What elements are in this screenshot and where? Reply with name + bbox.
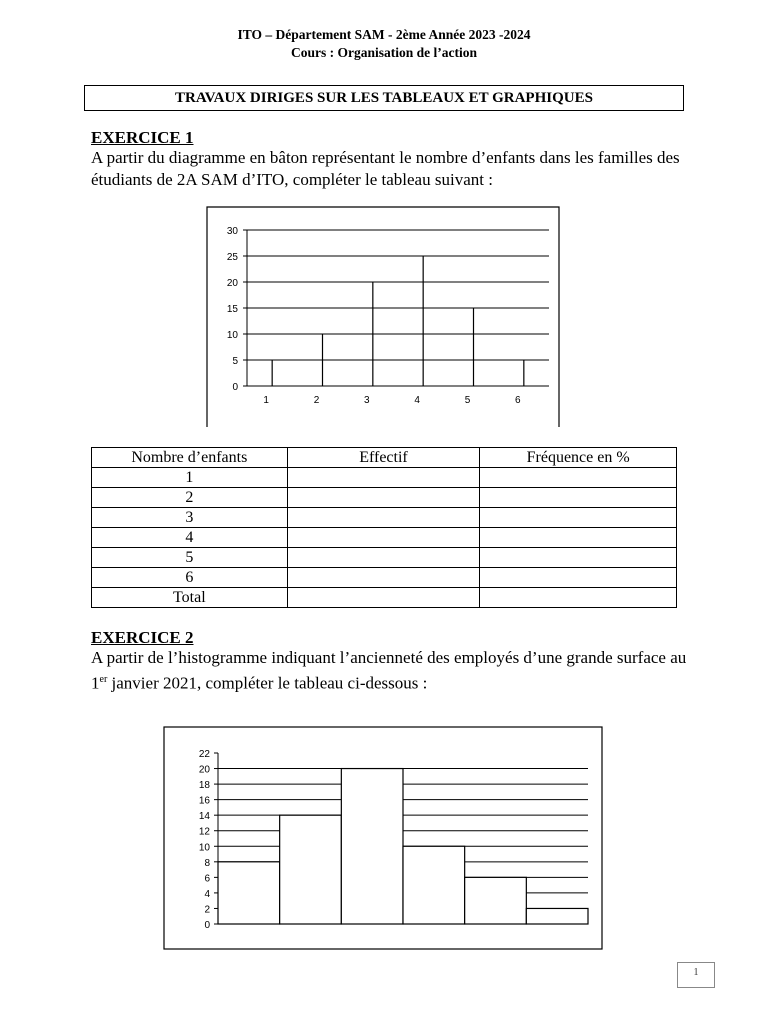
x-tick-label: 5 (464, 395, 471, 406)
y-tick-label: 25 (226, 252, 238, 263)
table-header: Nombre d’enfants (92, 448, 288, 468)
empty-cell (480, 588, 677, 608)
exercise2-text-sup: er (99, 674, 108, 685)
histogram-bar (465, 877, 527, 924)
y-tick-label: 20 (198, 764, 210, 776)
histogram-bar (280, 815, 342, 924)
y-tick-label: 2 (204, 904, 210, 916)
empty-cell (287, 488, 480, 508)
table-header-row (92, 448, 677, 468)
y-tick-label: 14 (198, 811, 210, 823)
table-row (92, 548, 677, 568)
chart1-y-ticks (227, 226, 239, 393)
x-tick-label: 4 (414, 395, 420, 406)
y-tick-label: 12 (198, 826, 210, 838)
empty-cell (287, 568, 480, 588)
y-tick-label: 6 (204, 873, 210, 885)
table-row (92, 508, 677, 528)
histogram-bar (403, 846, 465, 924)
y-tick-label: 10 (226, 330, 238, 341)
table-row (92, 588, 677, 608)
x-tick-label: 2 (313, 395, 320, 406)
y-tick-label: 8 (204, 857, 210, 869)
x-tick-label: 6 (515, 395, 521, 406)
table-row (92, 528, 677, 548)
exercise2-text-part1: A partir de l’histogramme indiquant l’ancienneté des employés d’une grande surface au 1 (91, 648, 687, 693)
empty-cell (287, 588, 480, 608)
chart1 (205, 205, 561, 427)
table-cell: 6 (92, 568, 288, 588)
exercise1-table (91, 447, 677, 608)
chart1-gridlines (247, 230, 549, 360)
exercise1-text: A partir du diagramme en bâton représentant le nombre d’enfants dans les familles des étudiants de 2A SAM d’ITO, compléter le tableau suivant : (91, 148, 680, 189)
histogram-bar (341, 769, 403, 924)
chart1-frame (207, 207, 559, 427)
exercise2-text (91, 647, 691, 695)
y-tick-label: 15 (226, 304, 238, 315)
table-cell: 3 (92, 508, 288, 528)
chart1-x-ticks (263, 395, 521, 406)
table-cell: 1 (92, 468, 288, 488)
empty-cell (480, 548, 677, 568)
y-tick-label: 4 (204, 888, 210, 900)
y-tick-label: 16 (198, 795, 210, 807)
empty-cell (287, 548, 480, 568)
exercise1-title: EXERCICE 1 (91, 128, 194, 147)
chart2-y-ticks (199, 749, 211, 931)
table-header: Effectif (287, 448, 480, 468)
exercise2-text-part2: janvier 2021, compléter le tableau ci-dessous : (107, 673, 428, 693)
empty-cell (480, 568, 677, 588)
table-row (92, 568, 677, 588)
y-tick-label: 5 (232, 356, 238, 367)
histogram-bar (526, 908, 588, 924)
y-tick-label: 0 (232, 382, 238, 393)
histogram-bar (218, 862, 280, 924)
y-tick-label: 30 (226, 226, 238, 237)
table-cell: 5 (92, 548, 288, 568)
page-number: 1 (677, 962, 715, 988)
table-row (92, 488, 677, 508)
header-line-2: Cours : Organisation de l’action (290, 45, 477, 60)
y-tick-label: 10 (198, 842, 210, 854)
empty-cell (287, 528, 480, 548)
chart2 (163, 726, 603, 950)
empty-cell (480, 468, 677, 488)
main-title: TRAVAUX DIRIGES SUR LES TABLEAUX ET GRAPHIQUES (84, 85, 684, 111)
table-header: Fréquence en % (480, 448, 677, 468)
y-tick-label: 22 (198, 749, 210, 760)
empty-cell (480, 488, 677, 508)
y-tick-label: 0 (204, 920, 210, 931)
empty-cell (287, 508, 480, 528)
empty-cell (480, 508, 677, 528)
exercise2-title: EXERCICE 2 (91, 628, 194, 647)
table-cell: 2 (92, 488, 288, 508)
empty-cell (287, 468, 480, 488)
empty-cell (480, 528, 677, 548)
x-tick-label: 1 (263, 395, 269, 406)
y-tick-label: 20 (226, 278, 238, 289)
y-tick-label: 18 (198, 780, 210, 792)
x-tick-label: 3 (364, 395, 370, 406)
table-cell: 4 (92, 528, 288, 548)
header-line-1: ITO – Département SAM - 2ème Année 2023 -2024 (237, 27, 531, 42)
table-row (92, 468, 677, 488)
table-cell: Total (92, 588, 288, 608)
chart1-bars (272, 256, 524, 386)
